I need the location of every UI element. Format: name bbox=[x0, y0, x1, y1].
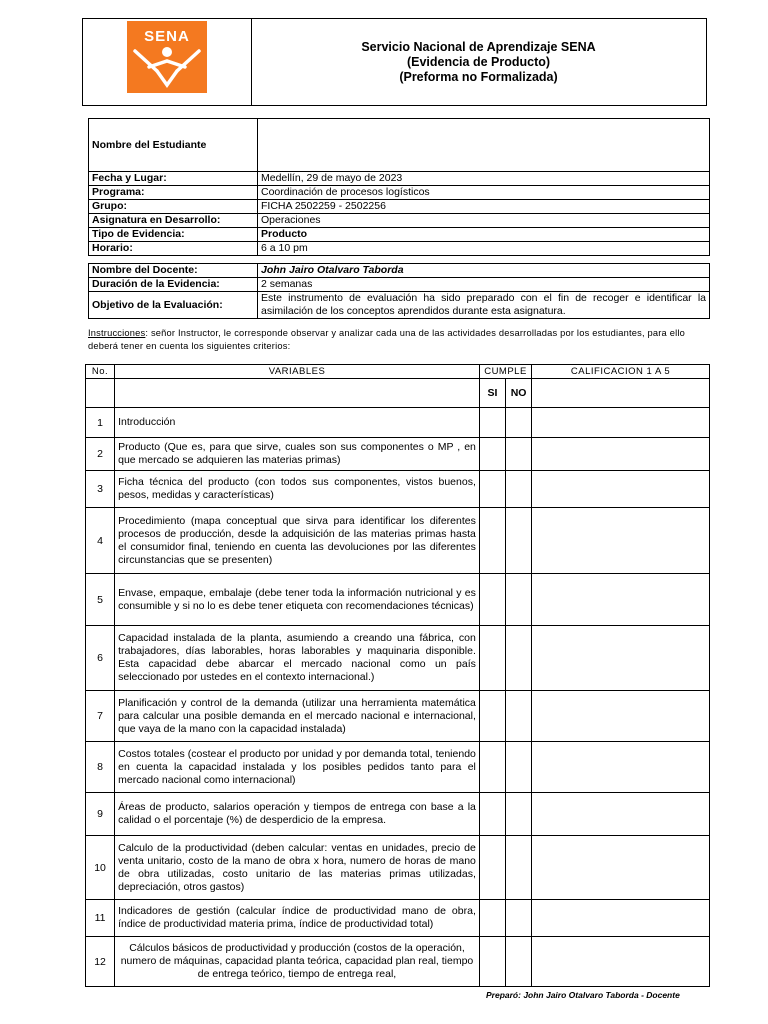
instructions bbox=[88, 327, 708, 353]
logo-text: SENA bbox=[144, 28, 190, 45]
evaluation-row bbox=[86, 836, 710, 900]
header-variables: VARIABLES bbox=[115, 365, 480, 379]
row-number: 8 bbox=[86, 742, 115, 793]
info-row-program bbox=[89, 186, 710, 200]
info-value: Medellín, 29 de mayo de 2023 bbox=[258, 172, 710, 186]
sena-logo bbox=[127, 21, 207, 93]
info-value: FICHA 2502259 - 2502256 bbox=[258, 200, 710, 214]
row-si-checkbox[interactable] bbox=[479, 408, 505, 438]
instructions-lead: Instrucciones bbox=[88, 328, 146, 338]
info-value: 6 a 10 pm bbox=[258, 242, 710, 256]
header-no: No. bbox=[86, 365, 115, 379]
row-si-checkbox[interactable] bbox=[479, 508, 505, 574]
row-calificacion-input[interactable] bbox=[532, 508, 710, 574]
info-row-group bbox=[89, 200, 710, 214]
row-calificacion-input[interactable] bbox=[532, 626, 710, 691]
row-no-checkbox[interactable] bbox=[506, 626, 532, 691]
evaluation-row bbox=[86, 408, 710, 438]
row-no-checkbox[interactable] bbox=[506, 742, 532, 793]
row-variable: Áreas de producto, salarios operación y tiempos de entrega con base a la calidad o el porcentaje (%) de desperdicio de la empresa. bbox=[115, 793, 480, 836]
row-no-checkbox[interactable] bbox=[506, 691, 532, 742]
row-no-checkbox[interactable] bbox=[506, 793, 532, 836]
evaluation-row bbox=[86, 574, 710, 626]
row-number: 3 bbox=[86, 471, 115, 508]
subheader-empty bbox=[115, 379, 480, 408]
row-calificacion-input[interactable] bbox=[532, 836, 710, 900]
title-line-2: (Evidencia de Producto) bbox=[406, 55, 551, 69]
info-label: Programa: bbox=[89, 186, 258, 200]
row-number: 2 bbox=[86, 438, 115, 471]
evaluation-row bbox=[86, 471, 710, 508]
teacher-value: Este instrumento de evaluación ha sido preparado con el fin de recoger e identificar la asimilación de los conceptos aprendidos durante esta asignatura. bbox=[258, 292, 710, 319]
row-no-checkbox[interactable] bbox=[506, 408, 532, 438]
row-variable: Planificación y control de la demanda (utilizar una herramienta matemática para calcular una posible demanda en el mercado nacional e internacional, que vaya de la mano con la capacidad instalada) bbox=[115, 691, 480, 742]
evaluation-subheader-row bbox=[86, 379, 710, 408]
row-number: 4 bbox=[86, 508, 115, 574]
row-calificacion-input[interactable] bbox=[532, 691, 710, 742]
row-si-checkbox[interactable] bbox=[479, 626, 505, 691]
row-si-checkbox[interactable] bbox=[479, 937, 505, 987]
info-label: Tipo de Evidencia: bbox=[89, 228, 258, 242]
row-calificacion-input[interactable] bbox=[532, 742, 710, 793]
row-si-checkbox[interactable] bbox=[479, 471, 505, 508]
row-variable: Ficha técnica del producto (con todos sus componentes, vistos buenos, pesos, medidas y características) bbox=[115, 471, 480, 508]
row-si-checkbox[interactable] bbox=[479, 793, 505, 836]
evaluation-row bbox=[86, 626, 710, 691]
row-no-checkbox[interactable] bbox=[506, 937, 532, 987]
row-no-checkbox[interactable] bbox=[506, 900, 532, 937]
row-si-checkbox[interactable] bbox=[479, 438, 505, 471]
row-number: 9 bbox=[86, 793, 115, 836]
row-si-checkbox[interactable] bbox=[479, 574, 505, 626]
instructions-text: : señor Instructor, le corresponde observar y analizar cada una de las actividades desarrolladas por los estudiantes, para ello deberá tener en cuenta los siguientes criterios: bbox=[88, 328, 685, 351]
row-variable: Capacidad instalada de la planta, asumiendo a creando una fábrica, con trabajadores, días laborables, horas laborables y maquinaria disponible. Esta capacidad debe abarcar el mercado nacional como un país seleccionado por ustedes en el contexto internacional.) bbox=[115, 626, 480, 691]
evaluation-row bbox=[86, 742, 710, 793]
row-variable: Introducción bbox=[115, 408, 480, 438]
teacher-row-name bbox=[89, 264, 710, 278]
info-value: Operaciones bbox=[258, 214, 710, 228]
row-no-checkbox[interactable] bbox=[506, 508, 532, 574]
row-variable: Indicadores de gestión (calcular índice de productividad mano de obra, índice de productividad materia prima, índice de productividad total) bbox=[115, 900, 480, 937]
document-header bbox=[82, 18, 707, 106]
row-calificacion-input[interactable] bbox=[532, 471, 710, 508]
row-number: 6 bbox=[86, 626, 115, 691]
info-value: Producto bbox=[258, 228, 710, 242]
logo-cell bbox=[83, 19, 252, 105]
row-si-checkbox[interactable] bbox=[479, 900, 505, 937]
row-no-checkbox[interactable] bbox=[506, 471, 532, 508]
evaluation-row bbox=[86, 438, 710, 471]
document-title bbox=[251, 40, 706, 85]
info-row-student bbox=[89, 119, 710, 172]
teacher-row-objective bbox=[89, 292, 710, 319]
info-value: Coordinación de procesos logísticos bbox=[258, 186, 710, 200]
header-no-col: NO bbox=[506, 379, 532, 408]
row-calificacion-input[interactable] bbox=[532, 438, 710, 471]
evaluation-row bbox=[86, 900, 710, 937]
row-variable: Producto (Que es, para que sirve, cuales son sus componentes o MP , en que mercado se adquieren las materias primas) bbox=[115, 438, 480, 471]
teacher-value: 2 semanas bbox=[258, 278, 710, 292]
row-calificacion-input[interactable] bbox=[532, 574, 710, 626]
teacher-row-duration bbox=[89, 278, 710, 292]
evaluation-header-row bbox=[86, 365, 710, 379]
evaluation-row bbox=[86, 691, 710, 742]
evaluation-row bbox=[86, 508, 710, 574]
info-row-schedule bbox=[89, 242, 710, 256]
subheader-empty bbox=[532, 379, 710, 408]
header-cumple: CUMPLE bbox=[479, 365, 531, 379]
footer-prepared-by: Preparó: John Jairo Otalvaro Taborda - Docente bbox=[486, 990, 680, 1000]
row-number: 1 bbox=[86, 408, 115, 438]
row-number: 10 bbox=[86, 836, 115, 900]
evaluation-row bbox=[86, 793, 710, 836]
info-label: Nombre del Estudiante bbox=[89, 119, 258, 172]
info-label: Grupo: bbox=[89, 200, 258, 214]
row-calificacion-input[interactable] bbox=[532, 937, 710, 987]
info-row-subject bbox=[89, 214, 710, 228]
row-no-checkbox[interactable] bbox=[506, 438, 532, 471]
row-si-checkbox[interactable] bbox=[479, 691, 505, 742]
title-line-1: Servicio Nacional de Aprendizaje SENA bbox=[361, 40, 596, 54]
info-row-date bbox=[89, 172, 710, 186]
info-row-evidence-type bbox=[89, 228, 710, 242]
row-variable: Cálculos básicos de productividad y producción (costos de la operación, numero de máquinas, capacidad planta teórica, capacidad plan real, tiempo de entrega teórico, tiempo de entrega real, bbox=[115, 937, 480, 987]
teacher-label: Duración de la Evidencia: bbox=[89, 278, 258, 292]
row-number: 11 bbox=[86, 900, 115, 937]
subheader-empty bbox=[86, 379, 115, 408]
evaluation-row bbox=[86, 937, 710, 987]
info-label: Horario: bbox=[89, 242, 258, 256]
info-value-student-name[interactable] bbox=[258, 119, 710, 172]
row-si-checkbox[interactable] bbox=[479, 836, 505, 900]
row-variable: Calculo de la productividad (deben calcular: ventas en unidades, precio de venta unitario, costo de la mano de obra x hora, numero de horas de mano de obra utilizadas, costo unitario de las materias primas utilizadas, depreciación, otros gastos) bbox=[115, 836, 480, 900]
row-calificacion-input[interactable] bbox=[532, 408, 710, 438]
row-variable: Costos totales (costear el producto por unidad y por demanda total, teniendo en cuenta la capacidad instalada y los posibles pedidos tanto para el mercado nacional como internacional) bbox=[115, 742, 480, 793]
sena-figure-icon bbox=[127, 45, 207, 91]
student-info-table bbox=[88, 118, 710, 256]
row-calificacion-input[interactable] bbox=[532, 793, 710, 836]
teacher-info-table bbox=[88, 263, 710, 319]
teacher-value: John Jairo Otalvaro Taborda bbox=[258, 264, 710, 278]
row-si-checkbox[interactable] bbox=[479, 742, 505, 793]
header-calificacion: CALIFICACION 1 A 5 bbox=[532, 365, 710, 379]
info-label: Asignatura en Desarrollo: bbox=[89, 214, 258, 228]
row-variable: Procedimiento (mapa conceptual que sirva para identificar los diferentes procesos de producción, desde la adquisición de las materias primas hasta el consumidor final, teniendo en cuenta las devoluciones por las diferentes circunstancias que se presenten) bbox=[115, 508, 480, 574]
evaluation-table bbox=[85, 364, 710, 987]
row-no-checkbox[interactable] bbox=[506, 836, 532, 900]
evaluation-body bbox=[86, 408, 710, 987]
row-number: 12 bbox=[86, 937, 115, 987]
row-variable: Envase, empaque, embalaje (debe tener toda la información nutricional y es consumible y si no lo es debe tener etiqueta con recomendaciones técnicas) bbox=[115, 574, 480, 626]
info-label: Fecha y Lugar: bbox=[89, 172, 258, 186]
teacher-label: Nombre del Docente: bbox=[89, 264, 258, 278]
header-si: SI bbox=[479, 379, 505, 408]
title-line-3: (Preforma no Formalizada) bbox=[399, 70, 558, 84]
row-number: 7 bbox=[86, 691, 115, 742]
teacher-label: Objetivo de la Evaluación: bbox=[89, 292, 258, 319]
row-number: 5 bbox=[86, 574, 115, 626]
row-no-checkbox[interactable] bbox=[506, 574, 532, 626]
row-calificacion-input[interactable] bbox=[532, 900, 710, 937]
